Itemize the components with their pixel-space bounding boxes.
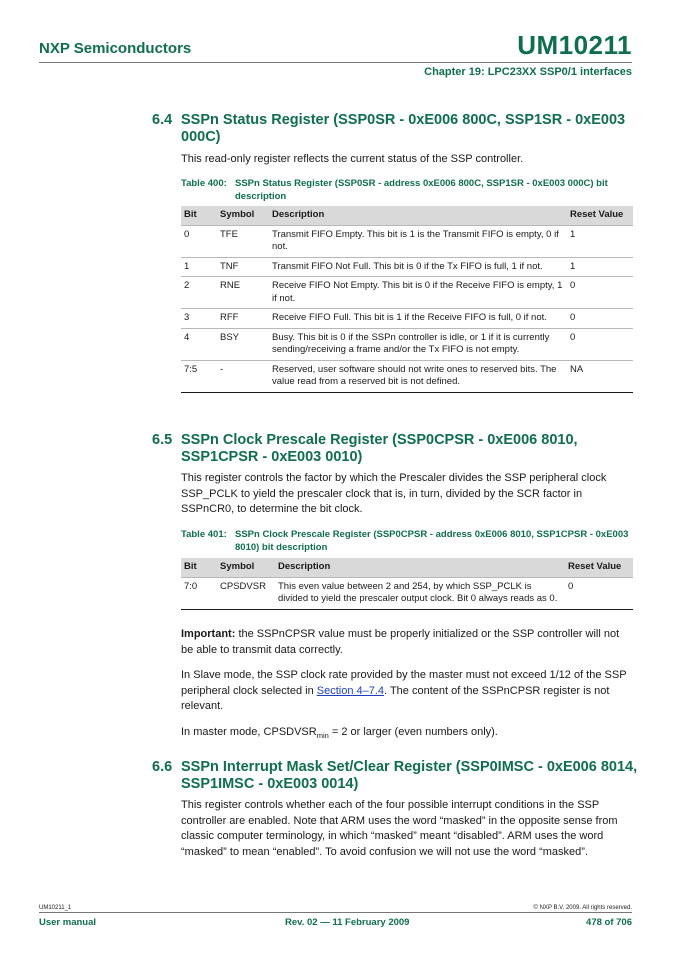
cell-reset: 0	[567, 328, 633, 360]
cell-reset: 0	[565, 577, 633, 609]
cell-symbol: TNF	[217, 257, 269, 277]
section-heading-6-4	[152, 112, 651, 146]
cell-symbol: -	[217, 360, 269, 392]
header-divider	[39, 62, 632, 63]
cell-symbol: TFE	[217, 225, 269, 257]
slave-text-end: . The content of the SSPnCPSR register is not relevant.	[181, 684, 610, 712]
table-caption-text: SSPn Status Register (SSP0SR - address 0xE006 800C, SSP1SR - 0xE003 000C) bit description	[235, 178, 608, 202]
section-title: SSPn Clock Prescale Register (SSP0CPSR - 0xE006 8010, SSP1CPSR - 0xE003 0010)	[181, 432, 578, 465]
cell-bit: 1	[181, 257, 217, 277]
cell-reset: 1	[567, 257, 633, 277]
column-header-reset: Reset Value	[567, 206, 633, 225]
table-header-row	[181, 206, 633, 225]
cell-symbol: RNE	[217, 277, 269, 309]
master-text-start: In master mode, CPSDVSR	[181, 726, 317, 738]
section-link[interactable]: Section 4–7.4	[316, 684, 385, 697]
column-header-symbol: Symbol	[217, 206, 269, 225]
important-text: the SSPnCPSR value must be properly initialized or the SSP controller will not be able to transmit data correctly.	[181, 628, 620, 656]
section-intro-6-5: This register controls the factor by which the Prescaler divides the SSP peripheral clock SSP_PCLK to yield the prescaler clock that is, in turn, divided by the SCR factor in SSPnCR0, to determine the bit clock.	[181, 472, 607, 515]
table-row	[181, 360, 633, 392]
table-row	[181, 577, 633, 609]
column-header-description: Description	[275, 558, 565, 577]
cell-description: Reserved, user software should not write ones to reserved bits. The value read from a reserved bit is not defined.	[269, 360, 567, 392]
cell-description: Receive FIFO Full. This bit is 1 if the Receive FIFO is full, 0 if not.	[269, 309, 567, 329]
section-heading-6-5	[152, 432, 651, 466]
master-subscript: min	[316, 731, 329, 741]
section-number: 6.6	[152, 759, 173, 775]
cell-bit: 7:0	[181, 577, 217, 609]
master-text-end: = 2 or larger (even numbers only).	[328, 726, 498, 738]
table-row	[181, 309, 633, 329]
section-intro-6-6: This register controls whether each of the four possible interrupt conditions in the SSP controller are enabled. Note that ARM uses the word “masked” in the opposite sense from classic computer terminology, in which “masked” meant “disabled”. ARM uses the word “masked” to mean “enabled”. To avoid confusion we will not use the word “masked”.	[181, 799, 618, 858]
cell-symbol: CPSDVSR	[217, 577, 275, 609]
company-name: NXP Semiconductors	[39, 40, 192, 57]
section-heading-6-6	[152, 759, 651, 793]
footer-revision: Rev. 02 — 11 February 2009	[285, 917, 410, 928]
section-title: SSPn Interrupt Mask Set/Clear Register (SSP0IMSC - 0xE006 8014, SSP1IMSC - 0xE003 0014)	[181, 759, 638, 792]
important-note	[181, 627, 631, 658]
document-id: UM10211	[517, 30, 632, 60]
cell-symbol: RFF	[217, 309, 269, 329]
slave-mode-note	[181, 668, 631, 715]
table-row	[181, 225, 633, 257]
cell-description: Busy. This bit is 0 if the SSPn controller is idle, or 1 if it is currently sending/receiving a frame and/or the Tx FIFO is not empty.	[269, 328, 567, 360]
table-400-caption	[181, 178, 636, 203]
column-header-reset: Reset Value	[565, 558, 633, 577]
cell-bit: 0	[181, 225, 217, 257]
cell-reset: 1	[567, 225, 633, 257]
footer-doc-type: User manual	[39, 917, 97, 928]
table-row	[181, 328, 633, 360]
column-header-bit: Bit	[181, 558, 217, 577]
section-number: 6.5	[152, 432, 173, 448]
footer-page-number: 478 of 706	[586, 917, 632, 928]
section-title: SSPn Status Register (SSP0SR - 0xE006 800C, SSP1SR - 0xE003 000C)	[181, 112, 626, 145]
column-header-bit: Bit	[181, 206, 217, 225]
chapter-title: Chapter 19: LPC23XX SSP0/1 interfaces	[424, 66, 632, 78]
table-label: Table 400:	[181, 178, 227, 189]
table-caption-text: SSPn Clock Prescale Register (SSP0CPSR - address 0xE006 8010, SSP1CPSR - 0xE003 8010) bit description	[235, 529, 629, 553]
cell-reset: NA	[567, 360, 633, 392]
cell-description: Receive FIFO Not Empty. This bit is 0 if the Receive FIFO is empty, 1 if not.	[269, 277, 567, 309]
cell-bit: 4	[181, 328, 217, 360]
table-header-row	[181, 558, 633, 577]
table-401	[181, 558, 633, 610]
column-header-description: Description	[269, 206, 567, 225]
section-intro-6-4: This read-only register reflects the current status of the SSP controller.	[181, 153, 524, 165]
table-row	[181, 277, 633, 309]
table-401-caption	[181, 529, 636, 554]
cell-reset: 0	[567, 277, 633, 309]
section-number: 6.4	[152, 112, 173, 128]
slave-text-start: In Slave mode, the SSP clock rate provided by the master must not exceed 1/12 of the SSP peripheral clock selected in	[181, 669, 627, 697]
table-row	[181, 257, 633, 277]
footer-divider	[39, 912, 632, 913]
column-header-symbol: Symbol	[217, 558, 275, 577]
cell-bit: 2	[181, 277, 217, 309]
cell-bit: 3	[181, 309, 217, 329]
cell-description: Transmit FIFO Not Full. This bit is 0 if the Tx FIFO is full, 1 if not.	[269, 257, 567, 277]
cell-description: Transmit FIFO Empty. This bit is 1 is the Transmit FIFO is empty, 0 if not.	[269, 225, 567, 257]
cell-description: This even value between 2 and 254, by which SSP_PCLK is divided to yield the prescaler output clock. Bit 0 always reads as 0.	[275, 577, 565, 609]
table-400	[181, 206, 633, 393]
footer-doc-number: UM10211_1	[39, 905, 72, 911]
cell-reset: 0	[567, 309, 633, 329]
important-label: Important:	[181, 628, 236, 640]
master-mode-note	[181, 725, 631, 744]
footer-copyright: © NXP B.V. 2009. All rights reserved.	[533, 905, 632, 911]
table-label: Table 401:	[181, 529, 227, 540]
cell-bit: 7:5	[181, 360, 217, 392]
cell-symbol: BSY	[217, 328, 269, 360]
